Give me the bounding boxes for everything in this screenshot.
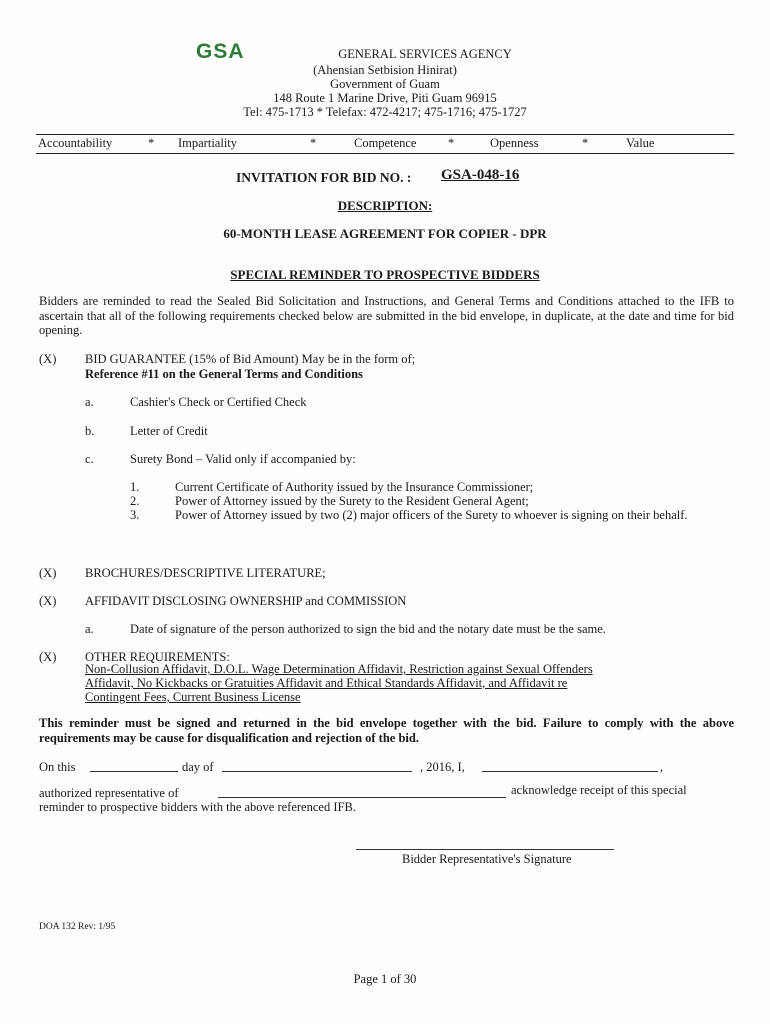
page-number: Page 1 of 30 (353, 972, 417, 986)
value-accountability: Accountability (38, 136, 113, 150)
value-value: Value (626, 136, 655, 150)
other-requirements-line: Non-Collusion Affidavit, D.O.L. Wage Determination Affidavit, Restriction against Sexual Offenders (85, 662, 593, 676)
ack-reminder: reminder to prospective bidders with the above referenced IFB. (39, 800, 356, 814)
option-letter: a. (85, 395, 94, 409)
gsa-logo: GSA (196, 40, 245, 63)
description-text: 60-MONTH LEASE AGREEMENT FOR COPIER - DPR (223, 226, 547, 241)
affidavit-check: (X) (39, 594, 57, 608)
other-requirements-label: OTHER REQUIREMENTS: (85, 650, 230, 664)
value-competence: Competence (354, 136, 417, 150)
name-blank[interactable] (482, 760, 658, 772)
surety-item-number: 2. (130, 494, 140, 508)
month-blank[interactable] (222, 760, 412, 772)
ifb-number: GSA-048-16 (441, 167, 520, 183)
ack-authorized: authorized representative of (39, 786, 179, 800)
day-blank[interactable] (90, 760, 178, 772)
government-line: Government of Guam (330, 77, 440, 91)
value-separator: * (448, 136, 455, 150)
compliance-warning: This reminder must be signed and returned in the bid envelope together with the bid. Failure to comply with the above requirements may be cause for disqualification and rejection of the bid. (39, 716, 734, 745)
form-code: DOA 132 Rev: 1/95 (39, 922, 116, 932)
ack-comma: , (660, 760, 664, 774)
company-blank[interactable] (218, 786, 506, 798)
ack-year: , 2016, I, (420, 760, 465, 774)
agency-chamorro-name: (Ahensian Setbision Hinirat) (313, 63, 457, 77)
address-line: 148 Route 1 Marine Drive, Piti Guam 96915 (273, 91, 497, 105)
value-openness: Openness (490, 136, 539, 150)
surety-item-text: Power of Attorney issued by the Surety to the Resident General Agent; (175, 494, 529, 508)
agency-name: GENERAL SERVICES AGENCY (338, 47, 512, 61)
brochures-text: BROCHURES/DESCRIPTIVE LITERATURE; (85, 566, 326, 580)
bid-guarantee-text: BID GUARANTEE (15% of Bid Amount) May be in the form of; (85, 352, 416, 366)
affidavit-sub-letter: a. (85, 622, 94, 636)
option-letter: c. (85, 452, 94, 466)
other-requirements-line: Contingent Fees, Current Business License (85, 690, 301, 704)
option-text: Surety Bond – Valid only if accompanied by: (130, 452, 356, 466)
value-separator: * (310, 136, 317, 150)
signature-label: Bidder Representative's Signature (402, 852, 572, 866)
value-separator: * (148, 136, 155, 150)
phone-line: Tel: 475-1713 * Telefax: 472-4217; 475-1716; 475-1727 (243, 105, 527, 119)
option-text: Cashier's Check or Certified Check (130, 395, 307, 409)
affidavit-text: AFFIDAVIT DISCLOSING OWNERSHIP and COMMISSION (85, 594, 407, 608)
bid-guarantee-check: (X) (39, 352, 57, 366)
brochures-check: (X) (39, 566, 57, 580)
description-label: DESCRIPTION: (337, 198, 433, 213)
reminder-title: SPECIAL REMINDER TO PROSPECTIVE BIDDERS (230, 267, 540, 282)
signature-line[interactable] (356, 849, 614, 850)
intro-paragraph: Bidders are reminded to read the Sealed Bid Solicitation and Instructions, and General Terms and Conditions attached to the IFB to ascertain that all of the following requirements checked below are submitted in the bid envelope, in duplicate, at the date and time for bid opening. (39, 294, 734, 337)
ack-receipt: acknowledge receipt of this special (511, 783, 687, 797)
option-text: Letter of Credit (130, 424, 208, 438)
other-requirements-line: Affidavit, No Kickbacks or Gratuities Affidavit and Ethical Standards Affidavit, and Affidavit re (85, 676, 568, 690)
surety-item-number: 3. (130, 508, 140, 522)
ack-day-of: day of (182, 760, 214, 774)
surety-item-text: Power of Attorney issued by two (2) major officers of the Surety to whoever is signing on their behalf. (175, 508, 688, 522)
option-letter: b. (85, 424, 95, 438)
value-impartiality: Impartiality (178, 136, 238, 150)
value-separator: * (582, 136, 589, 150)
invitation-label: INVITATION FOR BID NO. : (236, 170, 412, 185)
affidavit-sub-text: Date of signature of the person authorized to sign the bid and the notary date must be the same. (130, 622, 606, 636)
bid-guarantee-reference: Reference #11 on the General Terms and Conditions (85, 367, 363, 381)
surety-item-number: 1. (130, 480, 140, 494)
other-requirements-check: (X) (39, 650, 57, 664)
agency-values-bar (36, 134, 734, 154)
ack-on-this: On this (39, 760, 76, 774)
surety-item-text: Current Certificate of Authority issued by the Insurance Commissioner; (175, 480, 534, 494)
